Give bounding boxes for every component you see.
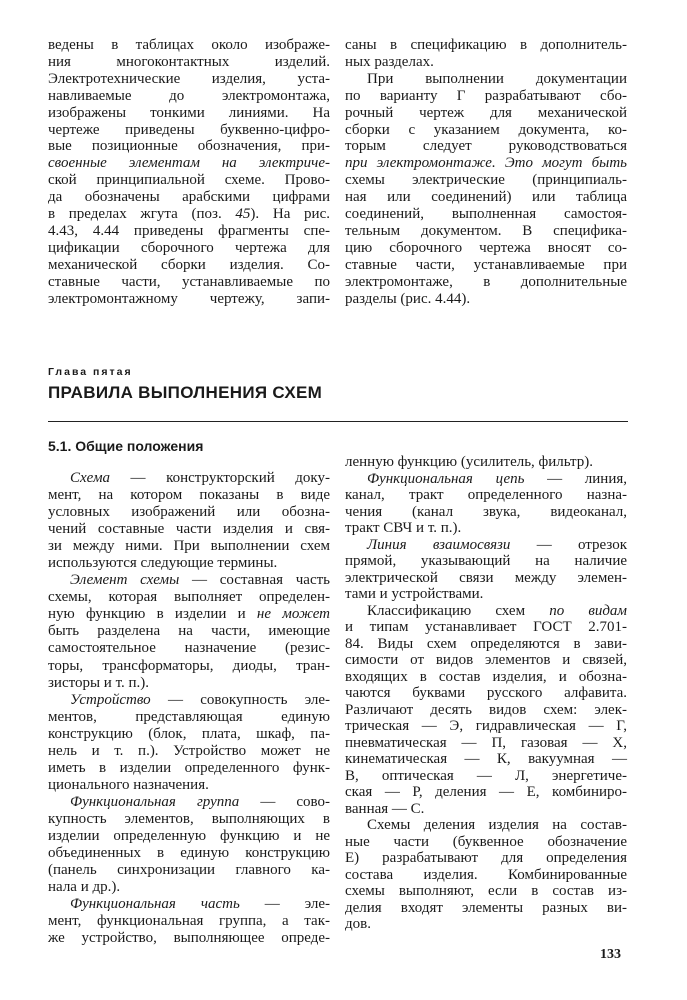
text-line: купность элементов, выполняющих в bbox=[48, 810, 330, 827]
text-line: изображены тонкими линиями. На bbox=[48, 104, 330, 121]
paragraph bbox=[48, 470, 330, 572]
italic-term: своенные элементам на электриче- bbox=[48, 155, 330, 172]
paragraph bbox=[48, 692, 330, 794]
text-segment: — линия, bbox=[524, 470, 627, 487]
text-line: ные части (буквенное обозначение bbox=[345, 833, 627, 850]
italic-term: Линия взаимосвязи bbox=[367, 536, 511, 553]
text-line: ставные части, устанавливаемые по bbox=[48, 273, 330, 290]
text-line: чаются буквами русского алфавита. bbox=[345, 685, 627, 701]
paragraph bbox=[345, 817, 627, 933]
text-line: соединений, выполненная самостоя- bbox=[345, 206, 627, 223]
text-line bbox=[345, 603, 627, 620]
paragraph bbox=[48, 794, 330, 896]
column-bottom-right bbox=[345, 454, 627, 933]
column-top-left bbox=[48, 37, 330, 308]
text-line bbox=[48, 794, 330, 811]
text-line: канал, тракт определенного назна- bbox=[345, 487, 627, 503]
text-line: электромонтаже, в дополнительные bbox=[345, 273, 627, 290]
text-line: навливаемые до электромонтажа, bbox=[48, 87, 330, 104]
text-segment: — совокупность эле- bbox=[150, 691, 330, 708]
text-segment: Классификацию схем bbox=[367, 602, 550, 619]
text-line: дов. bbox=[345, 916, 371, 932]
divider bbox=[48, 421, 628, 422]
paragraph bbox=[345, 471, 627, 537]
italic-term: не может bbox=[256, 606, 330, 623]
text-line: Е) разрабатывают для определения bbox=[345, 850, 627, 866]
text-segment: ную функцию в изделии и bbox=[48, 606, 257, 623]
text-line: мент, на котором показаны в виде bbox=[48, 487, 330, 504]
italic-term: Схема bbox=[70, 470, 111, 486]
text-line: электрической связи между элемен- bbox=[345, 569, 627, 586]
text-line: входящих в состав изделия, и обозна- bbox=[345, 668, 627, 685]
text-line: используются следующие термины. bbox=[48, 555, 278, 572]
text-line bbox=[48, 206, 330, 223]
paragraph bbox=[345, 71, 627, 308]
text-line: схемы выполняют, если в состав из- bbox=[345, 883, 627, 899]
text-line: делия входят элементы разных ви- bbox=[345, 899, 627, 916]
text-segment: — составная часть bbox=[179, 572, 330, 589]
paragraph bbox=[345, 37, 627, 71]
text-line: ведены в таблицах около изображе- bbox=[48, 37, 330, 53]
text-line: объединенных в единую конструкцию bbox=[48, 845, 330, 862]
text-line: При выполнении документации bbox=[367, 70, 627, 87]
text-line: торы, трансформаторы, диоды, тран- bbox=[48, 657, 330, 674]
text-line: цификации сборочного чертежа для bbox=[48, 239, 330, 256]
paragraph bbox=[48, 37, 330, 308]
text-line: рочный чертеж для механической bbox=[345, 104, 627, 121]
text-line: пневматическая — П, газовая — Х, bbox=[345, 734, 627, 751]
text-line: нель и т. п.). Устройство может не bbox=[48, 742, 330, 759]
text-line: ная или соединений) или таблица bbox=[345, 189, 627, 206]
text-line: разделы (рис. 4.44). bbox=[345, 290, 471, 307]
text-line: ментов, представляющая единую bbox=[48, 708, 330, 725]
italic-term: Функциональная цепь bbox=[367, 470, 525, 487]
text-line: симости от видов элементов и связей, bbox=[345, 652, 627, 668]
text-line: ставные части, устанавливаемые при bbox=[345, 256, 627, 273]
text-line: Схемы деления изделия на состав- bbox=[367, 817, 627, 833]
text-line: зи между ними. При выполнении схем bbox=[48, 538, 330, 555]
text-line: кинематическая — К, вакуумная — bbox=[345, 751, 627, 767]
text-line: цию сборочного чертежа вносят со- bbox=[345, 239, 627, 256]
italic-term: Функциональная группа bbox=[70, 793, 240, 810]
text-segment: — сово- bbox=[239, 793, 330, 810]
text-line: да обозначены арабскими цифрами bbox=[48, 189, 330, 206]
italic-term: Устройство bbox=[70, 691, 151, 708]
paragraph bbox=[345, 537, 627, 603]
column-top-right bbox=[345, 37, 627, 308]
text-line: тами и устройствами. bbox=[345, 586, 484, 602]
text-line: состава изделия. Комбинированные bbox=[345, 866, 627, 883]
text-segment: в пределах жгута (поз. bbox=[48, 206, 236, 223]
text-line bbox=[48, 572, 330, 589]
text-line: 84. Виды схем определяются в зави- bbox=[345, 635, 627, 652]
text-line: чертеже приведены буквенно-цифро- bbox=[48, 121, 330, 138]
text-line: изделии определенную функцию и не bbox=[48, 827, 330, 844]
text-line: трическая — Э, гидравлическая — Г, bbox=[345, 718, 627, 734]
text-line bbox=[345, 471, 627, 488]
text-line bbox=[345, 537, 627, 554]
section-title: 5.1. Общие положения bbox=[48, 438, 204, 454]
text-line: саны в спецификацию в дополнитель- bbox=[345, 37, 627, 53]
text-line: электромонтажному чертежу, запи- bbox=[48, 290, 330, 307]
italic-term: 45 bbox=[235, 206, 251, 223]
text-line: и типам устанавливает ГОСТ 2.701- bbox=[345, 619, 627, 635]
text-line: иметь в изделии определенного функ- bbox=[48, 759, 330, 776]
text-line bbox=[48, 470, 330, 487]
text-line: ционального назначения. bbox=[48, 776, 209, 793]
italic-term: по видам bbox=[549, 602, 627, 619]
paragraph bbox=[345, 603, 627, 818]
italic-term: при электромонтаже. Это могут быть bbox=[345, 155, 627, 172]
text-line: тракт СВЧ и т. п.). bbox=[345, 520, 462, 536]
text-segment: ). На рис. bbox=[250, 206, 330, 223]
text-line: самостоятельное назначение (резис- bbox=[48, 640, 330, 657]
text-line: механической сборки изделия. Со- bbox=[48, 256, 330, 273]
text-line: конструкцию (блок, плата, шкаф, па- bbox=[48, 725, 330, 742]
text-line: мент, функциональная группа, а так- bbox=[48, 913, 330, 930]
text-segment: — отрезок bbox=[510, 536, 627, 553]
text-line: 4.43, 4.44 приведены фрагменты спе- bbox=[48, 222, 330, 239]
text-line: торым следует руководствоваться bbox=[345, 138, 627, 155]
text-line: Электротехнические изделия, уста- bbox=[48, 70, 330, 87]
text-line: схемы, которая выполняет определен- bbox=[48, 589, 330, 606]
text-line: ленную функцию (усилитель, фильтр). bbox=[345, 454, 594, 470]
text-line: быть разделена на части, имеющие bbox=[48, 623, 330, 640]
chapter-label: Глава пятая bbox=[48, 366, 133, 378]
text-line: (панель синхронизации главного ка- bbox=[48, 862, 330, 879]
text-line: по варианту Г разрабатывают сбо- bbox=[345, 87, 627, 104]
text-line: вые позиционные обозначения, при- bbox=[48, 138, 330, 155]
text-line bbox=[48, 896, 330, 913]
text-line: ская — Р, деления — Е, комбиниро- bbox=[345, 784, 627, 800]
text-line: ных разделах. bbox=[345, 53, 434, 70]
text-line bbox=[345, 155, 627, 172]
text-line: тельным документом. В специфика- bbox=[345, 222, 627, 239]
text-line bbox=[48, 692, 330, 709]
chapter-title: ПРАВИЛА ВЫПОЛНЕНИЯ СХЕМ bbox=[48, 383, 323, 402]
text-line: ской принципиальной схеме. Прово- bbox=[48, 172, 330, 189]
text-line: сборки с указанием документа, ко- bbox=[345, 121, 627, 138]
italic-term: Функциональная часть bbox=[70, 896, 240, 913]
italic-term: Элемент схемы bbox=[70, 572, 180, 589]
paragraph bbox=[48, 572, 330, 691]
text-segment: — эле- bbox=[239, 896, 330, 913]
paragraph bbox=[48, 896, 330, 947]
page-number: 133 bbox=[600, 947, 621, 962]
text-line: В, оптическая — Л, энергетиче- bbox=[345, 767, 627, 784]
text-line: ванная — С. bbox=[345, 800, 425, 817]
text-line: чений составные части изделия и свя- bbox=[48, 521, 330, 538]
text-line: прямой, указывающий на наличие bbox=[345, 553, 627, 569]
text-segment: — конструкторский доку- bbox=[110, 470, 330, 486]
text-line: нала и др.). bbox=[48, 879, 121, 896]
text-line: схемы электрические (принципиаль- bbox=[345, 172, 627, 189]
text-line: ния многоконтактных изделий. bbox=[48, 53, 330, 70]
text-line: зисторы и т. п.). bbox=[48, 674, 150, 691]
text-line: Различают десять видов схем: элек- bbox=[345, 701, 627, 718]
text-line: же устройство, выполняющее опреде- bbox=[48, 930, 330, 947]
text-line bbox=[48, 155, 330, 172]
text-line bbox=[48, 606, 330, 623]
paragraph bbox=[345, 454, 627, 471]
text-line: условных изображений или обозна- bbox=[48, 504, 330, 521]
text-line: чения (канал звука, видеоканал, bbox=[345, 503, 627, 520]
column-bottom-left bbox=[48, 470, 330, 947]
